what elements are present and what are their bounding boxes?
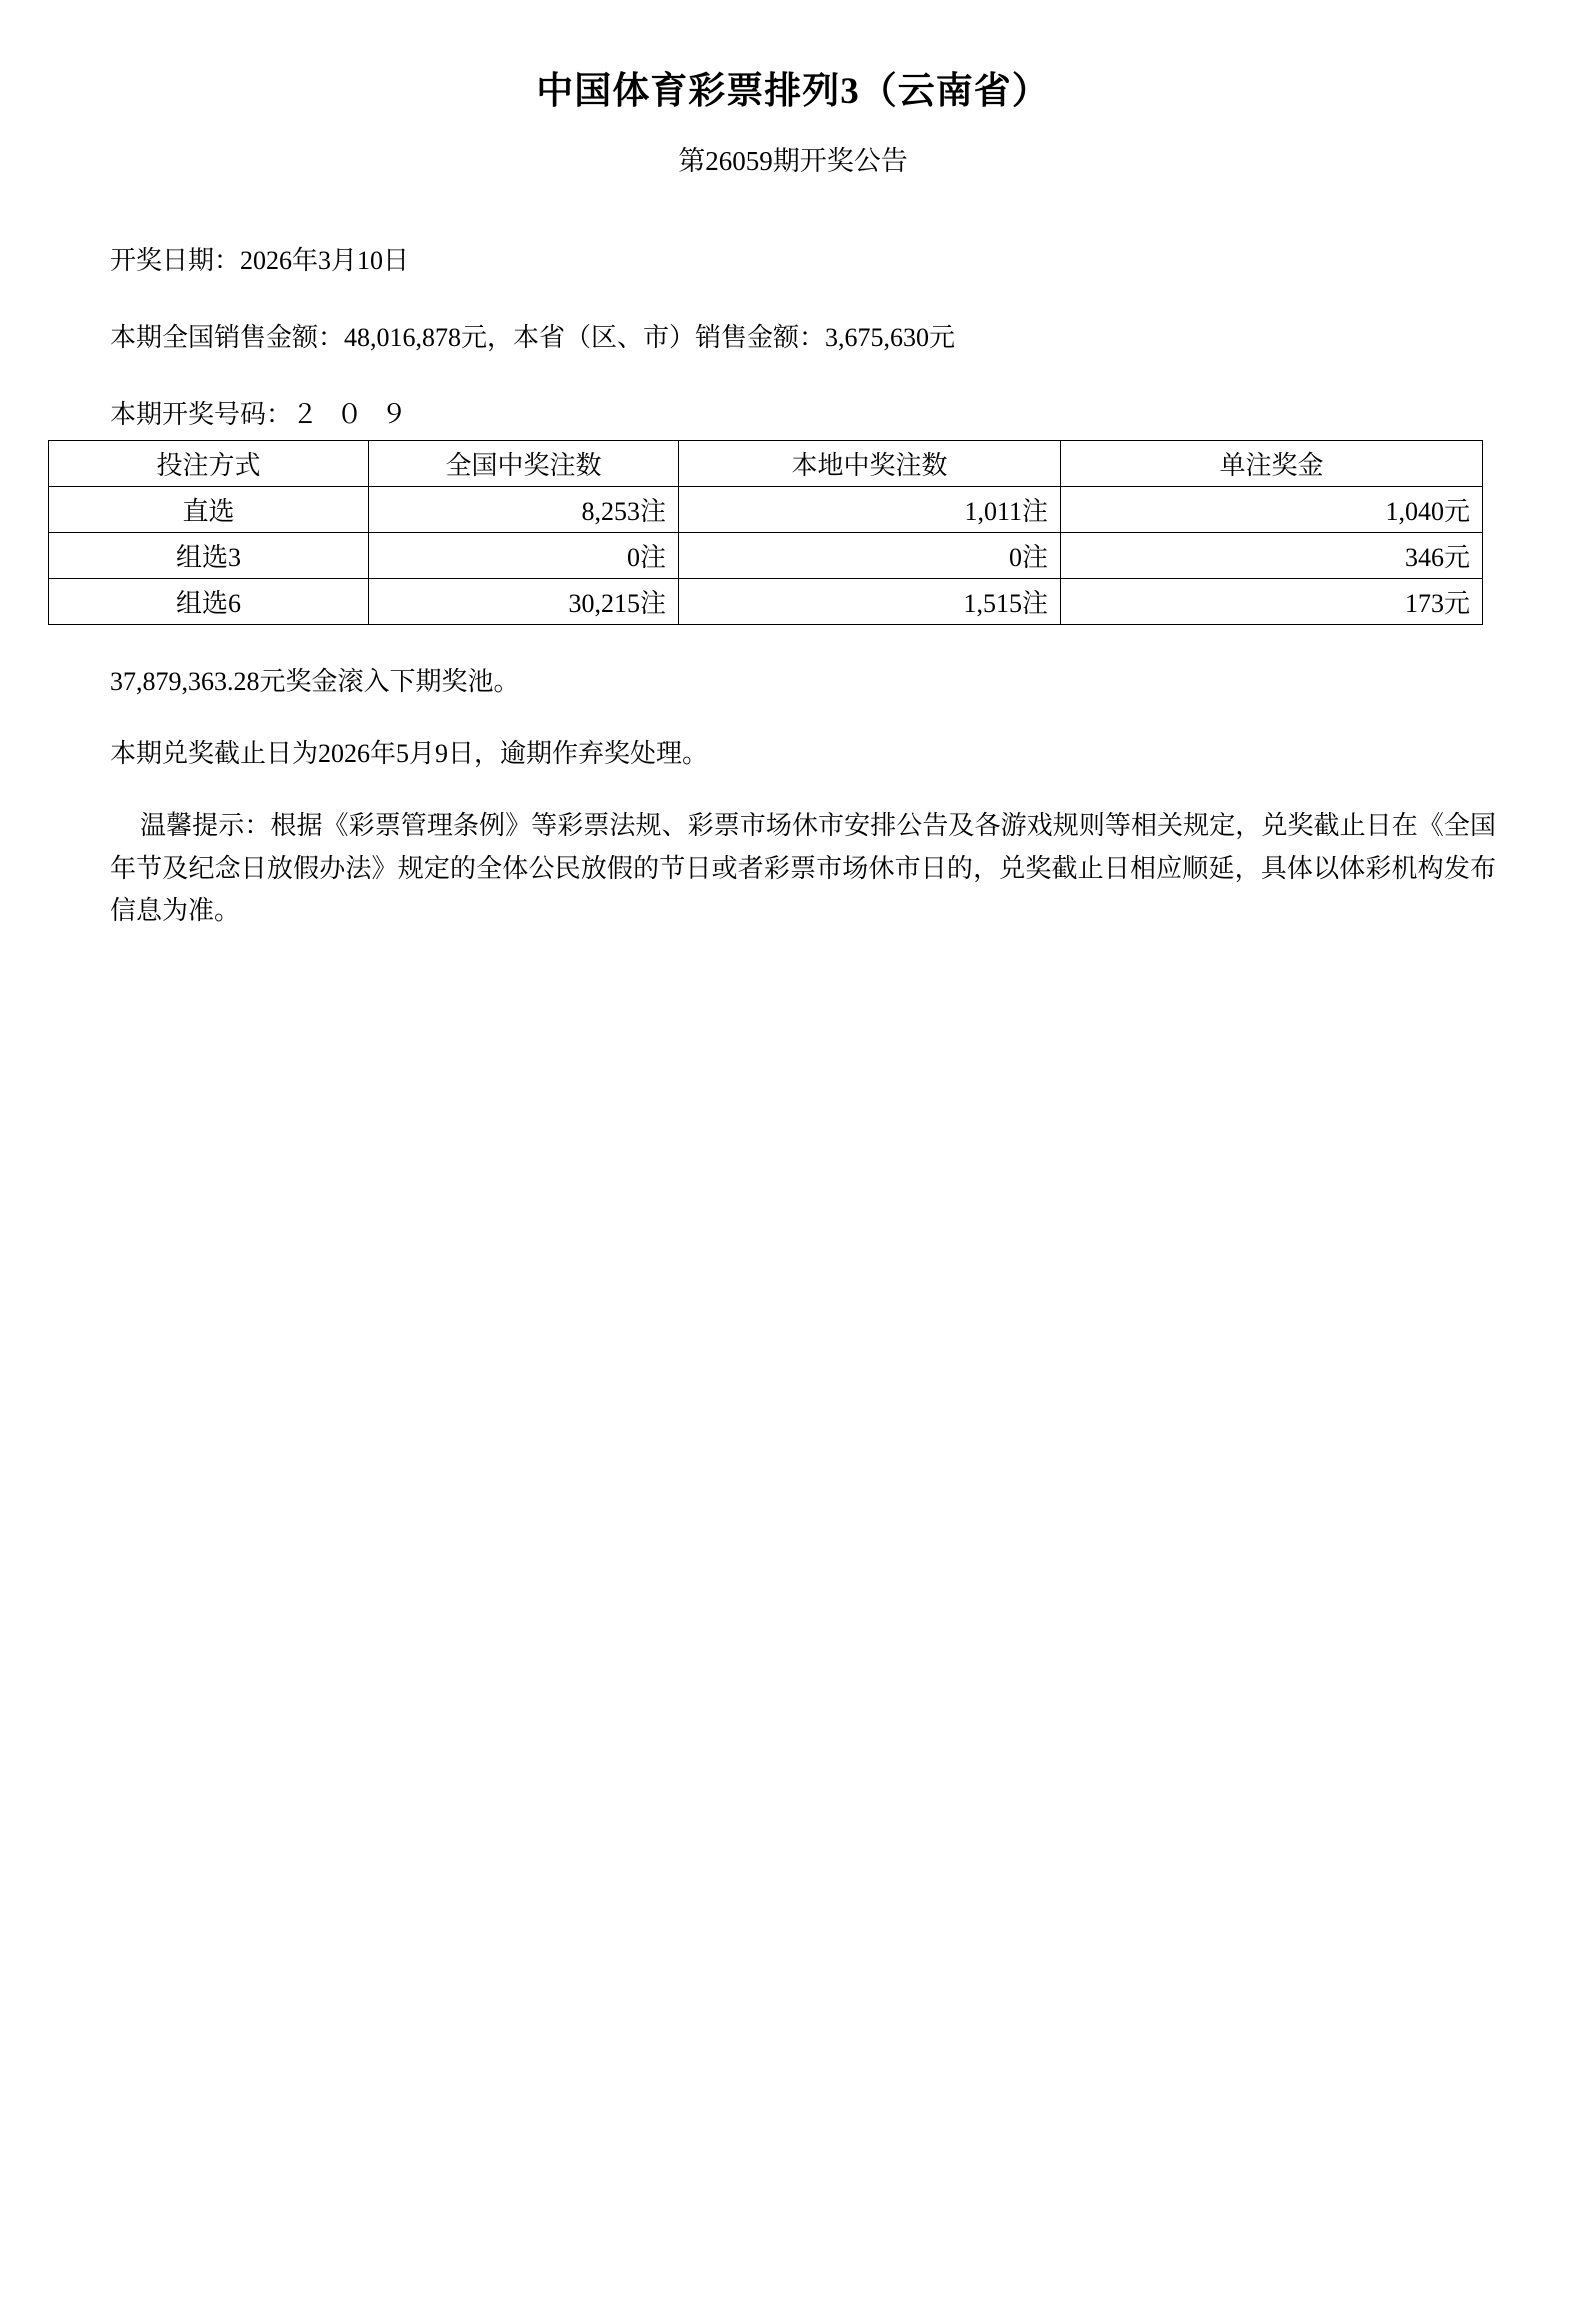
table-header-mode: 投注方式: [49, 441, 369, 487]
table-row: [49, 533, 1483, 579]
cell-prize: 346元: [1061, 533, 1483, 579]
cell-mode: 直选: [49, 487, 369, 533]
announcement-details: [0, 241, 1586, 434]
tips-line: 温馨提示：根据《彩票管理条例》等彩票法规、彩票市场休市安排公告及各游戏规则等相关规定，兑奖截止日在《全国年节及纪念日放假办法》规定的全体公民放假的节日或者彩票市场休市日的，兑奖截止日相应顺延，具体以体彩机构发布信息为准。: [110, 811, 1496, 925]
table-header-national: 全国中奖注数: [369, 441, 679, 487]
prize-table: [48, 440, 1483, 625]
draw-date-line: 开奖日期：2026年3月10日: [110, 246, 410, 276]
cell-mode: 组选3: [49, 533, 369, 579]
cell-national: 30,215注: [369, 579, 679, 625]
cell-national: 0注: [369, 533, 679, 579]
winning-numbers-label: 本期开奖号码：: [110, 400, 293, 430]
table-header-prize: 单注奖金: [1061, 441, 1483, 487]
table-row: [49, 579, 1483, 625]
deadline-line: 本期兑奖截止日为2026年5月9日，逾期作弃奖处理。: [110, 739, 709, 769]
lottery-announcement-page: [0, 68, 1586, 2310]
prize-table-wrapper: [0, 440, 1586, 625]
announcement-footer: [0, 661, 1586, 932]
page-title: 中国体育彩票排列3（云南省）: [536, 71, 1050, 112]
table-header-row: [49, 441, 1483, 487]
cell-prize: 173元: [1061, 579, 1483, 625]
cell-local: 1,011注: [679, 487, 1061, 533]
page-subtitle: 第26059期开奖公告: [678, 146, 908, 177]
winning-numbers-line: [110, 395, 1496, 434]
table-header-local: 本地中奖注数: [679, 441, 1061, 487]
table-row: [49, 487, 1483, 533]
winning-numbers-value: ２ ０ ９: [292, 400, 414, 430]
rollover-line: 37,879,363.28元奖金滚入下期奖池。: [110, 667, 520, 697]
cell-national: 8,253注: [369, 487, 679, 533]
cell-mode: 组选6: [49, 579, 369, 625]
cell-local: 0注: [679, 533, 1061, 579]
cell-prize: 1,040元: [1061, 487, 1483, 533]
cell-local: 1,515注: [679, 579, 1061, 625]
sales-amount-line: 本期全国销售金额：48,016,878元，本省（区、市）销售金额：3,675,630元: [110, 323, 956, 353]
